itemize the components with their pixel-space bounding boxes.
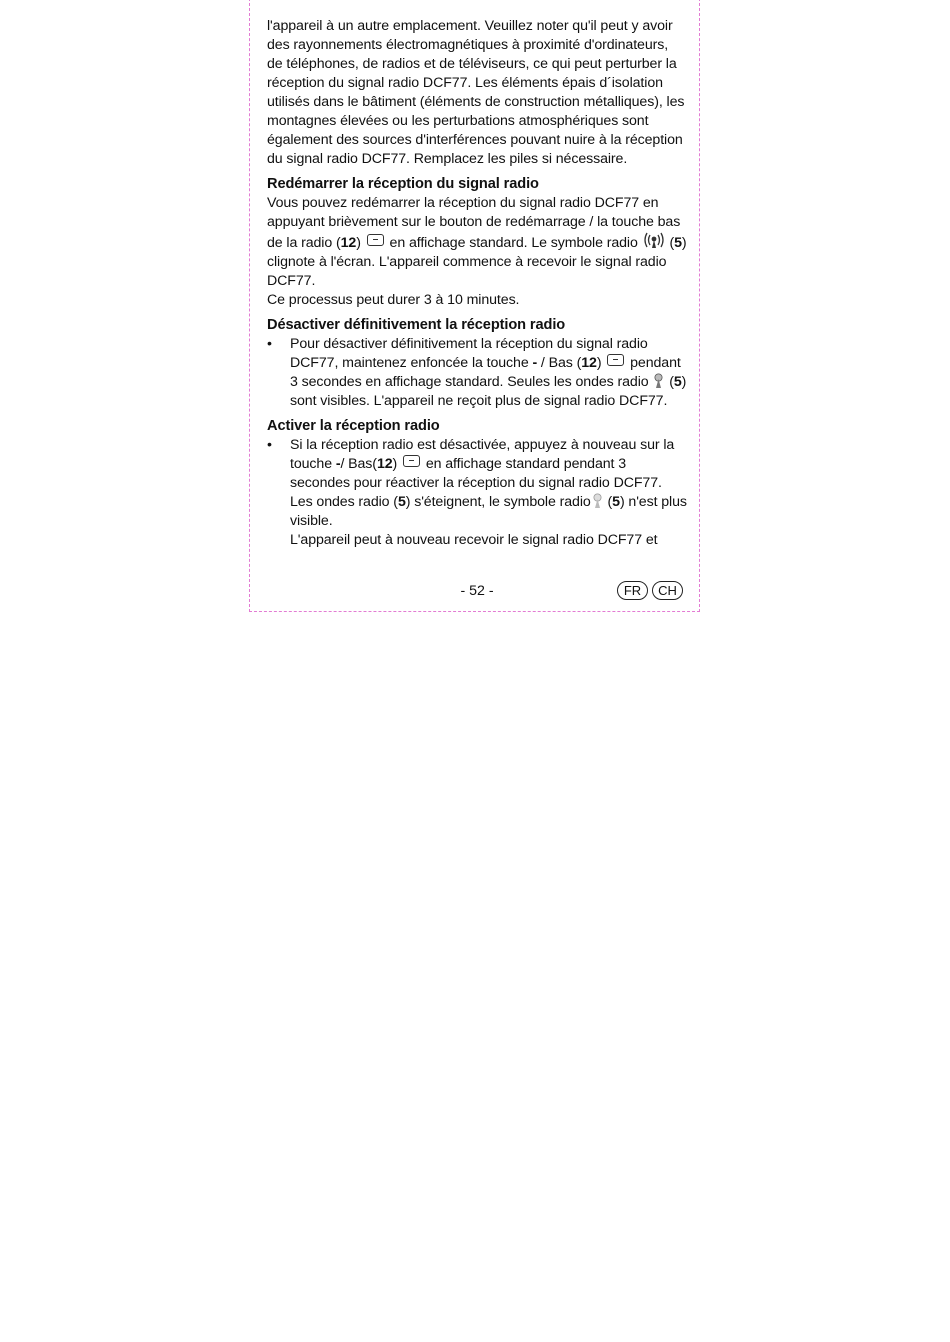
bullet-dot: • — [267, 336, 272, 352]
radio-tower-icon — [652, 373, 665, 389]
ref-number: 12 — [340, 235, 357, 251]
manual-content — [267, 17, 687, 550]
text-span: ) s'éteignent, le symbole radio — [405, 494, 591, 510]
restart-heading: Redémarrer la réception du signal radio — [267, 176, 539, 192]
text-span: en affichage standard. Le symbole radio — [385, 235, 642, 251]
section-restart — [267, 175, 687, 310]
ref-number: 12 — [376, 456, 393, 472]
text-span: Vous pouvez redémarrer la réception du signal radio DCF77 en appuyant brièvement sur le bouton de redémarrage / la touche bas de la radio ( — [267, 195, 681, 251]
enable-continuation: L'appareil peut à nouveau recevoir le signal radio DCF77 et — [290, 532, 658, 548]
text-span: ) — [596, 355, 606, 371]
text-span: / Bas ( — [537, 355, 582, 371]
text-span: pendant 3 secondes en affichage standard. Seules les ondes radio — [290, 355, 681, 390]
ref-number: 5 — [397, 494, 406, 510]
lang-badge-fr: FR — [617, 581, 648, 600]
section-enable — [267, 417, 687, 550]
text-span: en affichage standard pendant 3 secondes pour réactiver la réception du signal radio DCF77. Les ondes radio ( — [290, 456, 662, 510]
text-span: Si la réception radio est désactivée, appuyez à nouveau sur la touche — [290, 437, 675, 472]
restart-duration: Ce processus peut durer 3 à 10 minutes. — [267, 292, 520, 308]
disable-paragraph — [290, 335, 687, 411]
ref-number: 5 — [674, 235, 682, 251]
enable-bullet-item — [267, 436, 687, 550]
text-span: / Bas( — [340, 456, 377, 472]
text-span: ) clignote à l'écran. L'appareil commence à recevoir le signal radio DCF77. — [267, 235, 687, 289]
radio-waves-icon — [642, 232, 666, 250]
minus-key-icon — [403, 455, 420, 467]
ref-number: 5 — [673, 374, 682, 390]
bullet-dot: • — [267, 437, 272, 453]
text-span: ) — [356, 235, 365, 251]
ref-number: 5 — [612, 494, 620, 510]
text-span: ( — [665, 235, 675, 251]
section-disable — [267, 316, 687, 411]
restart-paragraph — [267, 194, 687, 291]
text-span: ) sont visibles. L'appareil ne reçoit plus de signal radio DCF77. — [290, 374, 687, 409]
text-span: ) n'est plus visible. — [290, 494, 687, 529]
page-number: - 52 - — [460, 583, 494, 599]
lang-badge-ch: CH — [652, 581, 683, 600]
minus-key-label: - — [532, 355, 538, 371]
text-span: ) — [392, 456, 401, 472]
minus-key-icon — [607, 354, 624, 366]
minus-key-label: - — [335, 456, 341, 472]
minus-key-icon — [367, 234, 384, 246]
enable-paragraph — [290, 436, 687, 531]
text-span: ( — [665, 374, 674, 390]
text-span: Pour désactiver définitivement la réception du signal radio DCF77, maintenez enfoncée la touche — [290, 336, 648, 371]
disable-heading: Désactiver définitivement la réception radio — [267, 317, 566, 333]
intro-paragraph: l'appareil à un autre emplacement. Veuillez noter qu'il peut y avoir des rayonnements électromagnétiques à proximité d'ordinateurs, de téléphones, de radios et de téléviseurs, ce qui peut perturber la réception du signal radio DCF77. Les éléments épais d´isolation utilisés dans le bâtiment (éléments de construction métalliques), les montagnes élevées ou les perturbations atmosphériques sont également des sources d'interférences pouvant nuire à la réception du signal radio DCF77. Remplacez les piles si nécessaire. — [267, 18, 685, 167]
text-span: ( — [603, 494, 613, 510]
page-footer — [267, 581, 687, 601]
disable-bullet-item — [267, 335, 687, 411]
enable-heading: Activer la réception radio — [267, 418, 440, 434]
ref-number: 12 — [581, 355, 597, 371]
radio-tower-icon — [591, 493, 604, 509]
language-badges — [617, 581, 683, 600]
